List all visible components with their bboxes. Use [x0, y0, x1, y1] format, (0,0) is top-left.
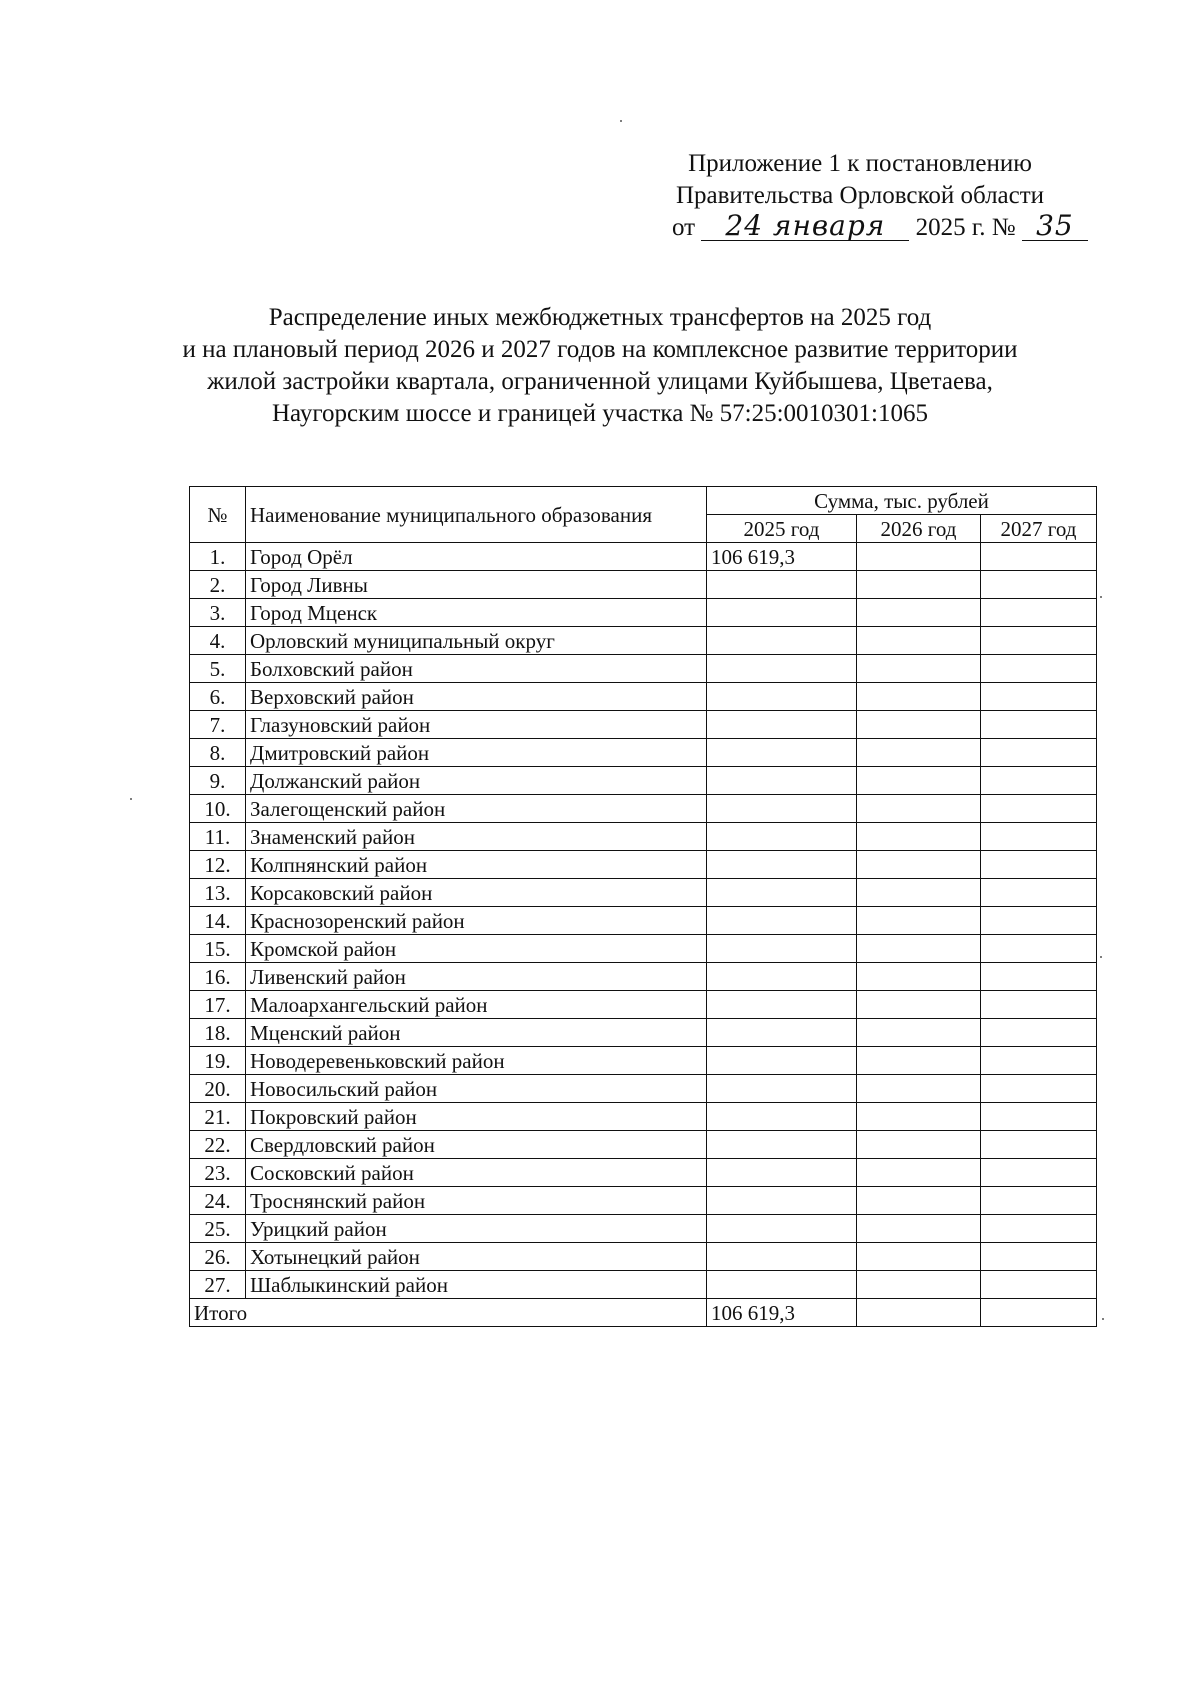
row-number-cell: 6. [190, 683, 246, 711]
amount-2025-cell [707, 1187, 857, 1215]
amount-2025-cell: 106 619,3 [707, 543, 857, 571]
amount-2025-cell [707, 1159, 857, 1187]
row-number-cell: 4. [190, 627, 246, 655]
amount-2025-cell [707, 1215, 857, 1243]
table-row [190, 795, 1097, 823]
table-row [190, 1019, 1097, 1047]
amount-2026-cell [857, 543, 981, 571]
table-row [190, 1215, 1097, 1243]
municipality-name-cell: Глазуновский район [246, 711, 707, 739]
header-number: № [190, 487, 246, 543]
amount-2025-cell [707, 571, 857, 599]
amount-2026-cell [857, 1243, 981, 1271]
amount-2027-cell [981, 1075, 1097, 1103]
transfers-table [189, 486, 1097, 1327]
municipality-name-cell: Мценский район [246, 1019, 707, 1047]
row-number-cell: 3. [190, 599, 246, 627]
document-title [130, 302, 1070, 430]
amount-2027-cell [981, 1047, 1097, 1075]
table-row [190, 767, 1097, 795]
header-name: Наименование муниципального образования [246, 487, 707, 543]
table-row [190, 1243, 1097, 1271]
amount-2026-cell [857, 1103, 981, 1131]
row-number-cell: 2. [190, 571, 246, 599]
amount-2027-cell [981, 935, 1097, 963]
amount-2027-cell [981, 879, 1097, 907]
municipality-name-cell: Урицкий район [246, 1215, 707, 1243]
municipality-name-cell: Шаблыкинский район [246, 1271, 707, 1299]
title-line-4: Наугорским шоссе и границей участка № 57:25:0010301:1065 [271, 400, 928, 427]
amount-2027-cell [981, 711, 1097, 739]
table-row [190, 879, 1097, 907]
table-row [190, 599, 1097, 627]
appendix-header [620, 148, 1100, 244]
amount-2027-cell [981, 1131, 1097, 1159]
handwritten-number: 35 [1022, 212, 1088, 241]
amount-2025-cell [707, 739, 857, 767]
table-header [190, 487, 1097, 543]
table-row [190, 851, 1097, 879]
amount-2026-cell [857, 1187, 981, 1215]
amount-2026-cell [857, 879, 981, 907]
row-number-cell: 14. [190, 907, 246, 935]
amount-2025-cell [707, 851, 857, 879]
handwritten-date: 24 января [701, 212, 909, 241]
amount-2027-cell [981, 1103, 1097, 1131]
row-number-cell: 8. [190, 739, 246, 767]
amount-2026-cell [857, 1131, 981, 1159]
amount-2027-cell [981, 823, 1097, 851]
row-number-cell: 13. [190, 879, 246, 907]
amount-2027-cell [981, 1215, 1097, 1243]
title-line-2: и на плановый период 2026 и 2027 годов на комплексное развитие территории [182, 336, 1018, 363]
amount-2025-cell [707, 991, 857, 1019]
municipality-name-cell: Малоархангельский район [246, 991, 707, 1019]
row-number-cell: 27. [190, 1271, 246, 1299]
row-number-cell: 15. [190, 935, 246, 963]
table-row [190, 991, 1097, 1019]
municipality-name-cell: Верховский район [246, 683, 707, 711]
table-row [190, 627, 1097, 655]
municipality-name-cell: Сосковский район [246, 1159, 707, 1187]
amount-2027-cell [981, 907, 1097, 935]
header-year-2027: 2027 год [981, 515, 1097, 543]
amount-2026-cell [857, 851, 981, 879]
header-sum: Сумма, тыс. рублей [707, 487, 1097, 515]
header-year-2026: 2026 год [857, 515, 981, 543]
scan-speck [1100, 956, 1102, 958]
amount-2027-cell [981, 739, 1097, 767]
date-prefix: от [672, 214, 696, 241]
row-number-cell: 17. [190, 991, 246, 1019]
amount-2027-cell [981, 627, 1097, 655]
table-row [190, 1103, 1097, 1131]
table-row [190, 1075, 1097, 1103]
row-number-cell: 11. [190, 823, 246, 851]
row-number-cell: 7. [190, 711, 246, 739]
municipality-name-cell: Краснозоренский район [246, 907, 707, 935]
table-row [190, 963, 1097, 991]
amount-2026-cell [857, 1075, 981, 1103]
amount-2026-cell [857, 711, 981, 739]
table-row [190, 1047, 1097, 1075]
municipality-name-cell: Орловский муниципальный округ [246, 627, 707, 655]
amount-2025-cell [707, 655, 857, 683]
amount-2025-cell [707, 1019, 857, 1047]
amount-2026-cell [857, 907, 981, 935]
amount-2027-cell [981, 571, 1097, 599]
amount-2027-cell [981, 991, 1097, 1019]
amount-2026-cell [857, 991, 981, 1019]
municipality-name-cell: Должанский район [246, 767, 707, 795]
appendix-line-2: Правительства Орловской области [675, 182, 1045, 209]
amount-2027-cell [981, 1187, 1097, 1215]
amount-2025-cell [707, 963, 857, 991]
amount-2027-cell [981, 1159, 1097, 1187]
amount-2026-cell [857, 767, 981, 795]
amount-2026-cell [857, 655, 981, 683]
amount-2025-cell [707, 823, 857, 851]
amount-2025-cell [707, 1075, 857, 1103]
amount-2025-cell [707, 1271, 857, 1299]
amount-2026-cell [857, 683, 981, 711]
amount-2025-cell [707, 935, 857, 963]
row-number-cell: 1. [190, 543, 246, 571]
amount-2025-cell [707, 1131, 857, 1159]
amount-2027-cell [981, 1019, 1097, 1047]
table-row [190, 683, 1097, 711]
table-row [190, 823, 1097, 851]
municipality-name-cell: Дмитровский район [246, 739, 707, 767]
amount-2026-cell [857, 571, 981, 599]
table-row [190, 655, 1097, 683]
municipality-name-cell: Знаменский район [246, 823, 707, 851]
table-row [190, 907, 1097, 935]
municipality-name-cell: Кромской район [246, 935, 707, 963]
amount-2026-cell [857, 1271, 981, 1299]
amount-2025-cell [707, 1103, 857, 1131]
table-row [190, 739, 1097, 767]
amount-2025-cell [707, 879, 857, 907]
municipality-name-cell: Хотынецкий район [246, 1243, 707, 1271]
row-number-cell: 10. [190, 795, 246, 823]
scan-speck [1100, 596, 1102, 598]
total-amount-2027-cell [981, 1299, 1097, 1327]
amount-2025-cell [707, 907, 857, 935]
total-row [190, 1299, 1097, 1327]
title-line-1: Распределение иных межбюджетных трансфертов на 2025 год [268, 304, 932, 331]
municipality-name-cell: Город Ливны [246, 571, 707, 599]
appendix-date-line [620, 209, 1100, 244]
table-row [190, 711, 1097, 739]
row-number-cell: 21. [190, 1103, 246, 1131]
amount-2025-cell [707, 767, 857, 795]
row-number-cell: 5. [190, 655, 246, 683]
row-number-cell: 20. [190, 1075, 246, 1103]
table-row [190, 1187, 1097, 1215]
amount-2026-cell [857, 795, 981, 823]
municipality-name-cell: Свердловский район [246, 1131, 707, 1159]
amount-2026-cell [857, 935, 981, 963]
table-row [190, 1271, 1097, 1299]
amount-2026-cell [857, 1047, 981, 1075]
row-number-cell: 26. [190, 1243, 246, 1271]
appendix-line-1: Приложение 1 к постановлению [688, 150, 1032, 177]
municipality-name-cell: Залегощенский район [246, 795, 707, 823]
row-number-cell: 12. [190, 851, 246, 879]
scan-speck [620, 120, 622, 122]
amount-2025-cell [707, 795, 857, 823]
amount-2027-cell [981, 655, 1097, 683]
municipality-name-cell: Ливенский район [246, 963, 707, 991]
municipality-name-cell: Новосильский район [246, 1075, 707, 1103]
table-row [190, 571, 1097, 599]
amount-2025-cell [707, 711, 857, 739]
table-body [190, 543, 1097, 1327]
amount-2026-cell [857, 823, 981, 851]
row-number-cell: 23. [190, 1159, 246, 1187]
municipality-name-cell: Город Орёл [246, 543, 707, 571]
row-number-cell: 16. [190, 963, 246, 991]
municipality-name-cell: Троснянский район [246, 1187, 707, 1215]
table-row [190, 543, 1097, 571]
year-text: 2025 г. № [915, 214, 1016, 241]
municipality-name-cell: Покровский район [246, 1103, 707, 1131]
amount-2026-cell [857, 739, 981, 767]
amount-2027-cell [981, 795, 1097, 823]
total-label: Итого [190, 1299, 707, 1327]
amount-2027-cell [981, 683, 1097, 711]
amount-2025-cell [707, 627, 857, 655]
table-row [190, 1131, 1097, 1159]
amount-2027-cell [981, 851, 1097, 879]
amount-2025-cell [707, 683, 857, 711]
amount-2025-cell [707, 1047, 857, 1075]
scan-speck [130, 798, 132, 800]
row-number-cell: 9. [190, 767, 246, 795]
row-number-cell: 18. [190, 1019, 246, 1047]
row-number-cell: 25. [190, 1215, 246, 1243]
scan-speck [1102, 1318, 1104, 1320]
row-number-cell: 24. [190, 1187, 246, 1215]
amount-2027-cell [981, 767, 1097, 795]
amount-2026-cell [857, 1215, 981, 1243]
amount-2026-cell [857, 1159, 981, 1187]
municipality-name-cell: Город Мценск [246, 599, 707, 627]
amount-2026-cell [857, 963, 981, 991]
amount-2026-cell [857, 599, 981, 627]
total-amount-2025-cell: 106 619,3 [707, 1299, 857, 1327]
amount-2026-cell [857, 1019, 981, 1047]
amount-2027-cell [981, 599, 1097, 627]
amount-2027-cell [981, 1243, 1097, 1271]
table-row [190, 935, 1097, 963]
table-row [190, 1159, 1097, 1187]
amount-2026-cell [857, 627, 981, 655]
row-number-cell: 19. [190, 1047, 246, 1075]
municipality-name-cell: Корсаковский район [246, 879, 707, 907]
amount-2027-cell [981, 543, 1097, 571]
header-year-2025: 2025 год [707, 515, 857, 543]
amount-2025-cell [707, 1243, 857, 1271]
municipality-name-cell: Колпнянский район [246, 851, 707, 879]
title-line-3: жилой застройки квартала, ограниченной улицами Куйбышева, Цветаева, [207, 368, 993, 395]
total-amount-2026-cell [857, 1299, 981, 1327]
amount-2025-cell [707, 599, 857, 627]
amount-2027-cell [981, 963, 1097, 991]
row-number-cell: 22. [190, 1131, 246, 1159]
municipality-name-cell: Болховский район [246, 655, 707, 683]
municipality-name-cell: Новодеревеньковский район [246, 1047, 707, 1075]
amount-2027-cell [981, 1271, 1097, 1299]
